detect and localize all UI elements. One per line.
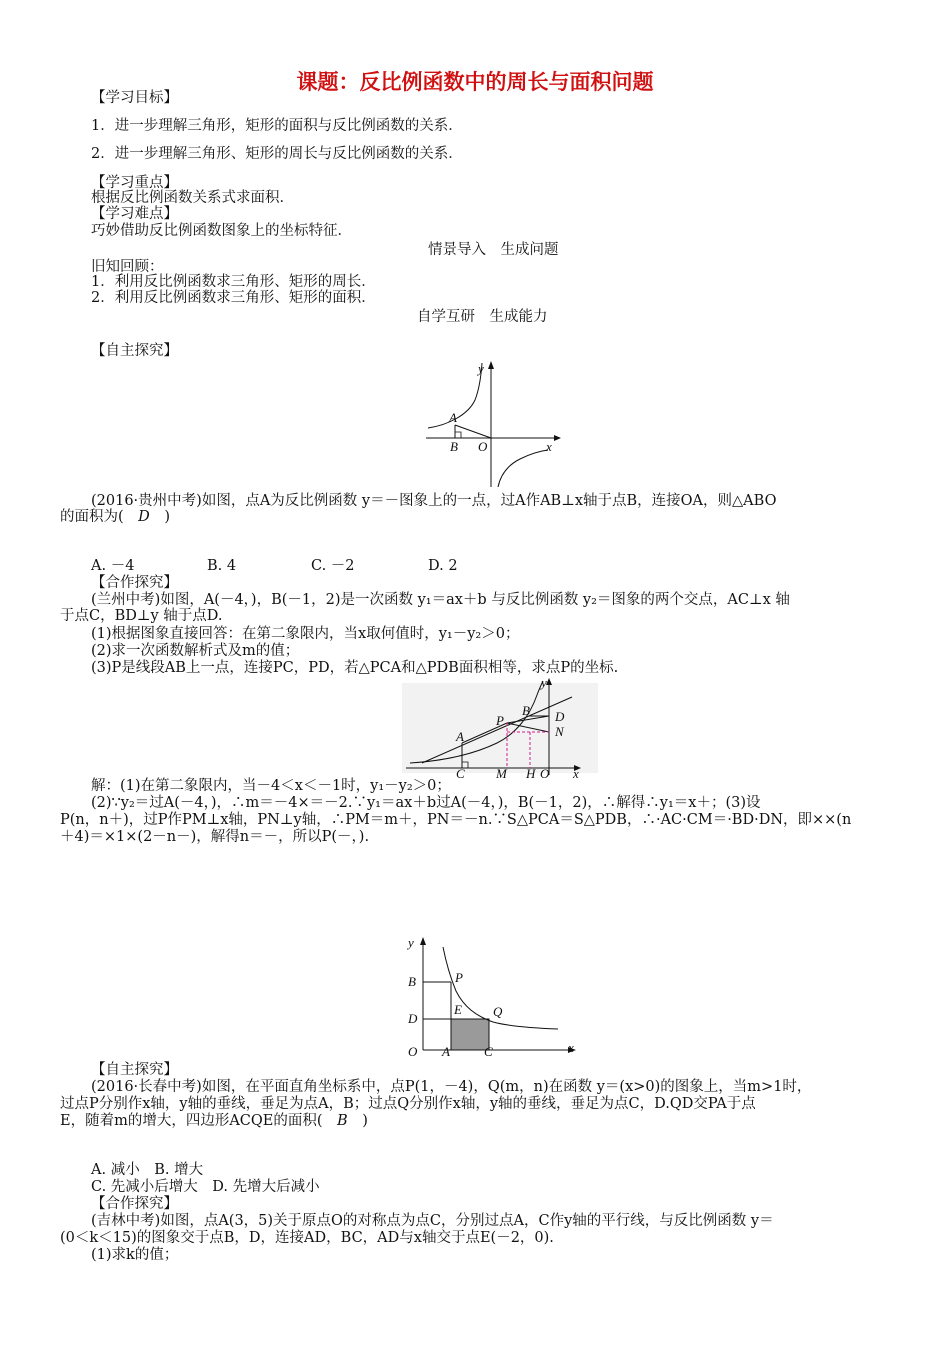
coop2-line2: (0＜k＜15)的图象交于点B，D，连接AD，BC，AD与x轴交于点E(－2，0).	[60, 1230, 554, 1246]
explore1-option-b: B. 4	[207, 558, 237, 574]
figure-rectangle-hyperbola	[400, 927, 590, 1062]
fig3-label-x: x	[568, 1040, 574, 1055]
solution-line4: ＋4)＝×1×(2－n－)，解得n＝－，所以P(－，).	[60, 829, 370, 845]
explore1-option-a: A. －4	[91, 558, 135, 574]
explore2-line1: (2016·长春中考)如图，在平面直角坐标系中，点P(1，－4)，Q(m，n)在函数 y＝(x>0)的图象上，当m>1时，	[91, 1079, 812, 1095]
goal-item-1: 1．进一步理解三角形，矩形的面积与反比例函数的关系．	[91, 118, 463, 134]
fig3-label-c: C	[484, 1044, 493, 1059]
explore1-question-line2: 的面积为( D )	[60, 509, 170, 525]
solution-line2: (2)∵y₂＝过A(－4，)，∴m＝－4×＝－2.∵y₁＝ax＋b过A(－4，)，B(－1，2)，∴解得∴y₁＝x＋；(3)设	[91, 795, 761, 811]
explore2-answer: B	[337, 1113, 348, 1129]
fig3-label-d: D	[408, 1011, 418, 1026]
fig3-label-b: B	[408, 974, 416, 989]
explore2-heading: 【自主探究】	[91, 1062, 178, 1078]
key-text: 根据反比例函数关系式求面积．	[91, 190, 294, 206]
review-item-1: 1．利用反比例函数求三角形、矩形的周长．	[91, 274, 376, 290]
coop1-line4: (2)求一次函数解析式及m的值；	[91, 643, 300, 659]
fig1-label-x: x	[546, 439, 552, 454]
key-heading: 【学习重点】	[91, 175, 178, 191]
difficulty-text: 巧妙借助反比例函数图象上的坐标特征．	[91, 223, 352, 239]
fig1-label-o: O	[478, 439, 488, 454]
fig1-label-a: A	[449, 410, 457, 425]
solution-line3: P(n，n＋)，过P作PM⊥x轴，PN⊥y轴，∴PM＝m＋，PN＝－n.∵S△PCA＝S△PDB，∴·AC·CM＝·BD·DN，即××(n	[60, 812, 852, 828]
fig2-label-c: C	[456, 766, 465, 780]
goal-item-2: 2．进一步理解三角形、矩形的周长与反比例函数的关系．	[91, 146, 463, 162]
coop1-line3: (1)根据图象直接回答：在第二象限内，当x取何值时，y₁－y₂＞0；	[91, 626, 520, 642]
figure-line-hyperbola	[402, 675, 602, 780]
fig2-label-h: H	[526, 766, 536, 780]
fig1-label-b: B	[450, 439, 458, 454]
page-title: 课题：反比例函数中的周长与面积问题	[296, 70, 654, 94]
fig3-label-p: P	[455, 970, 463, 985]
figure-hyperbola-triangle	[418, 355, 568, 490]
review-item-2: 2．利用反比例函数求三角形、矩形的面积．	[91, 290, 376, 306]
coop2-heading: 【合作探究】	[91, 1196, 178, 1212]
fig3-label-y: y	[408, 935, 414, 950]
fig3-label-e: E	[454, 1002, 462, 1017]
coop1-line2: 于点C，BD⊥y 轴于点D.	[60, 608, 223, 624]
fig2-label-x: x	[573, 766, 579, 780]
explore1-question-line1: (2016·贵州中考)如图，点A为反比例函数 y＝－图象上的一点，过A作AB⊥x轴于点B，连接OA，则△ABO	[91, 493, 777, 509]
fig2-label-n: N	[555, 724, 564, 739]
explore2-line3: E，随着m的增大，四边形ACQE的面积( B )	[60, 1113, 368, 1129]
fig3-label-q: Q	[493, 1004, 503, 1019]
solution-line1: 解：(1)在第二象限内，当－4＜x＜－1时，y₁－y₂＞0；	[91, 778, 451, 794]
fig2-label-y: y	[541, 675, 547, 690]
coop1-heading: 【合作探究】	[91, 575, 178, 591]
fig2-label-b: B	[522, 703, 530, 718]
fig3-label-o: O	[408, 1044, 418, 1059]
section-heading-intro: 情景导入 生成问题	[428, 242, 559, 258]
coop2-line3: (1)求k的值；	[91, 1247, 179, 1263]
fig2-label-a: A	[456, 729, 464, 744]
explore2-line2: 过点P分别作x轴，y轴的垂线，垂足为点A，B；过点Q分别作x轴，y轴的垂线，垂足为点C，D.QD交PA于点	[60, 1096, 756, 1112]
fig2-label-m: M	[496, 766, 507, 780]
explore1-heading: 【自主探究】	[91, 343, 178, 359]
fig2-label-d: D	[555, 709, 565, 724]
fig2-label-o: O	[540, 766, 550, 780]
goals-heading: 【学习目标】	[91, 90, 178, 106]
section-heading-selfstudy: 自学互研 生成能力	[417, 309, 548, 325]
coop1-line5: (3)P是线段AB上一点，连接PC，PD，若△PCA和△PDB面积相等，求点P的坐标.	[91, 660, 619, 676]
coop1-line1: (兰州中考)如图，A(－4，)，B(－1，2)是一次函数 y₁＝ax＋b 与反比例函数 y₂＝图象的两个交点，AC⊥x 轴	[91, 592, 790, 608]
review-heading: 旧知回顾：	[91, 259, 164, 275]
fig3-label-a: A	[442, 1044, 450, 1059]
fig2-label-p: P	[496, 713, 504, 728]
fig1-label-y: y	[478, 361, 484, 376]
explore2-options-ab: A. 减小 B. 增大	[91, 1162, 204, 1178]
explore2-options-cd: C. 先减小后增大 D. 先增大后减小	[91, 1179, 320, 1195]
explore1-option-c: C. －2	[311, 558, 355, 574]
explore1-answer: D	[138, 509, 150, 525]
coop2-line1: (吉林中考)如图，点A(3，5)关于原点O的对称点为点C，分别过点A，C作y轴的平行线，与反比例函数 y＝	[91, 1213, 774, 1229]
explore1-option-d: D. 2	[428, 558, 458, 574]
difficulty-heading: 【学习难点】	[91, 206, 178, 222]
